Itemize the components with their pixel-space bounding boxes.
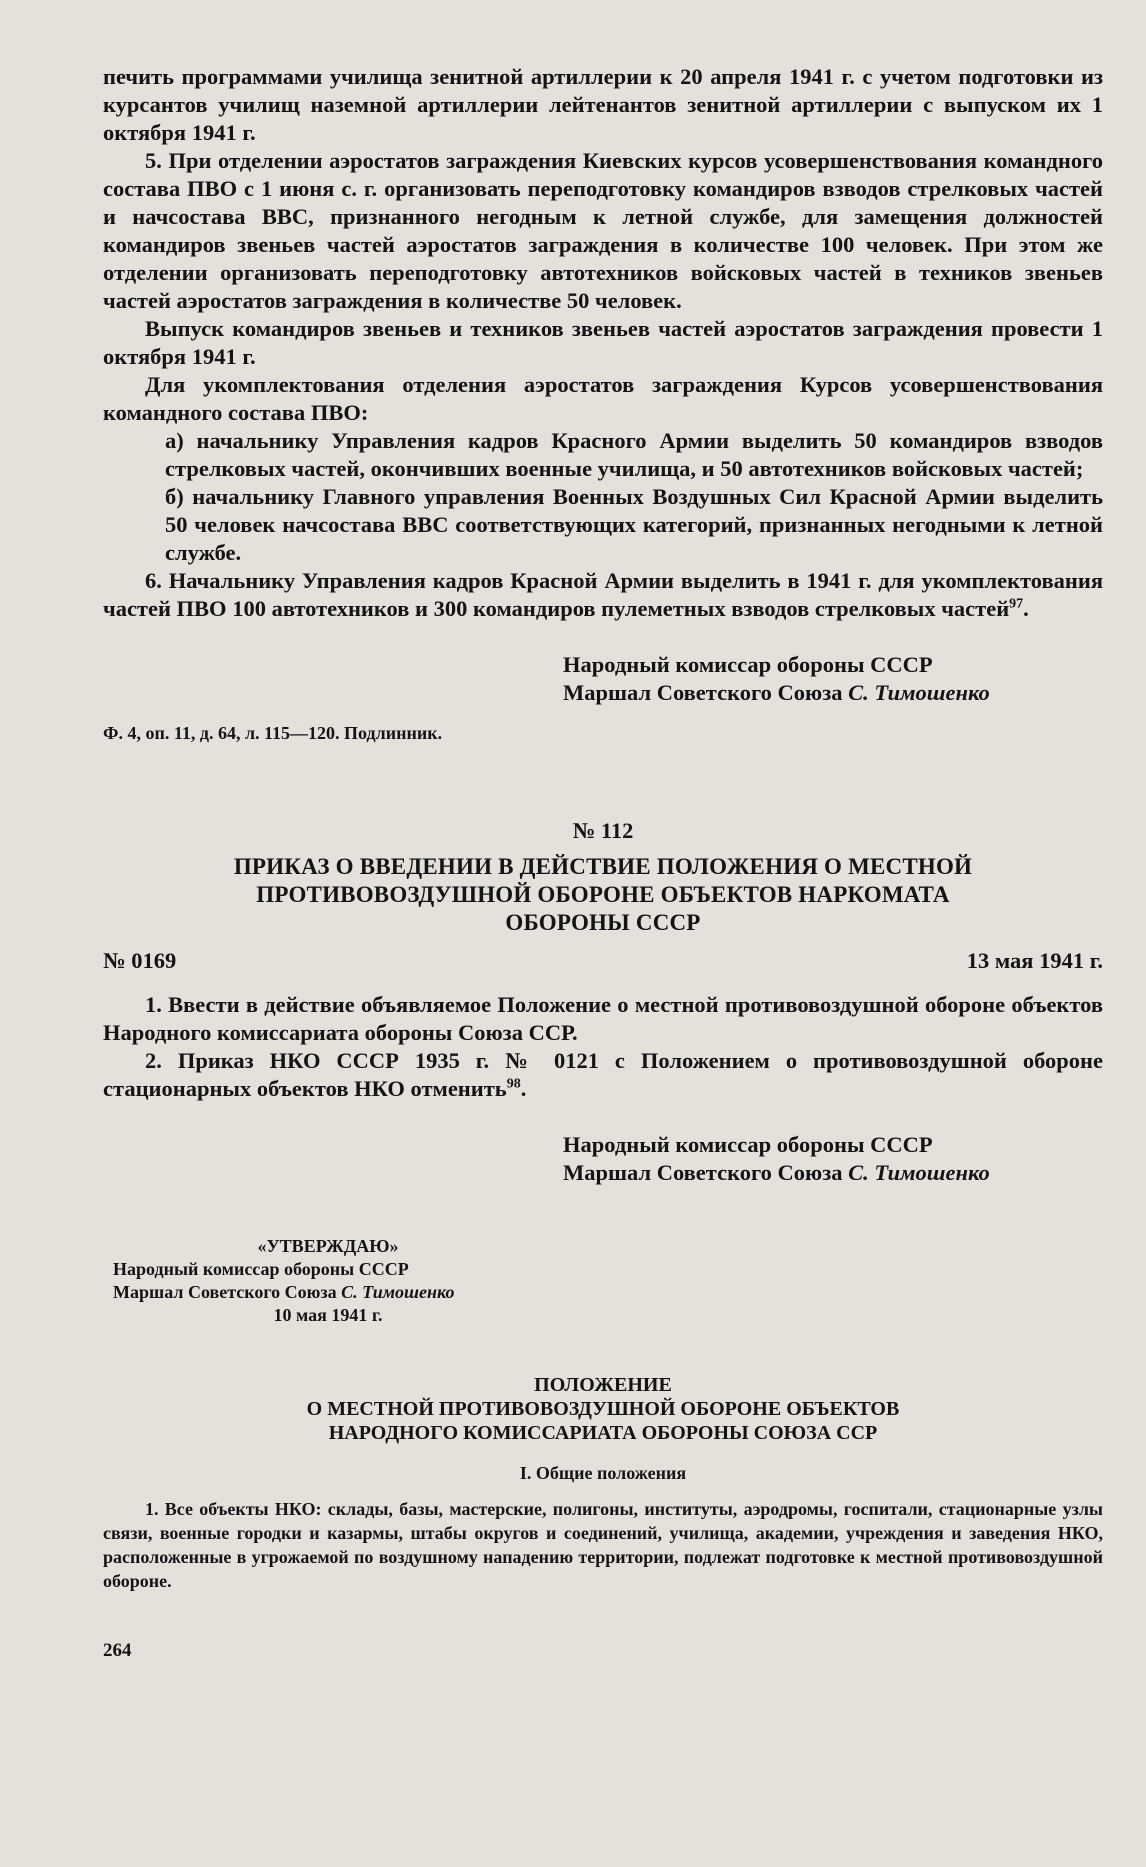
regulation-title xyxy=(103,1373,1103,1445)
archive-source: Ф. 4, оп. 11, д. 64, л. 115—120. Подлинник. xyxy=(103,723,443,743)
order-item-2-end: . xyxy=(520,1076,527,1101)
approval-name: С. Тимошенко xyxy=(341,1282,455,1302)
approval-rank: Маршал Советского Союза xyxy=(113,1282,342,1302)
section-heading: I. Общие положения xyxy=(519,1463,687,1483)
signature-block-2 xyxy=(563,1131,1103,1187)
order-number: № 0169 xyxy=(103,948,177,973)
approval-label: «УТВЕРЖДАЮ» xyxy=(257,1236,399,1256)
approval-date: 10 мая 1941 г. xyxy=(273,1305,383,1325)
paragraph-subitem-a: а) начальнику Управления кадров Красного Армии выделить 50 командиров взводов стрелковых частей, окончивших военные училища, и 50 автотехников войсковых частей; xyxy=(165,428,1103,481)
order-item-1: 1. Ввести в действие объявляемое Положение о местной противовоздушной обороне объектов Народного комиссариата обороны Союза ССР. xyxy=(103,992,1103,1045)
title-line-2: ПРОТИВОВОЗДУШНОЙ ОБОРОНЕ ОБЪЕКТОВ НАРКОМАТА xyxy=(256,882,950,907)
approval-stamp xyxy=(113,1235,543,1327)
signature-name: С. Тимошенко xyxy=(848,680,990,705)
order-date: 13 мая 1941 г. xyxy=(966,948,1103,973)
regulation-item-1: 1. Все объекты НКО: склады, базы, мастерские, полигоны, институты, аэродромы, госпитали, стационарные узлы связи, военные городки и казармы, штабы округов и соединений, училища, академии, учреждения и заведения НКО, расположенные в угрожаемой по воздушному нападению территории, подлежат подготовке к местной противовоздушной обороне. xyxy=(103,1499,1103,1591)
paragraph-subitem-b: б) начальнику Главного управления Военных Воздушных Сил Красной Армии выделить 50 человек начсостава ВВС соответствующих категорий, признанных негодными к летной службе. xyxy=(165,484,1103,565)
approval-name-line xyxy=(113,1281,543,1304)
regulation-title-2: О МЕСТНОЙ ПРОТИВОВОЗДУШНОЙ ОБОРОНЕ ОБЪЕКТОВ xyxy=(306,1398,900,1420)
title-line-3: ОБОРОНЫ СССР xyxy=(505,910,701,935)
paragraph-staffing: Для укомплектования отделения аэростатов заграждения Курсов усовершенствования командного состава ПВО: xyxy=(103,372,1103,425)
title-line-1: ПРИКАЗ О ВВЕДЕНИИ В ДЕЙСТВИЕ ПОЛОЖЕНИЯ О МЕСТНОЙ xyxy=(233,854,973,879)
paragraph-release: Выпуск командиров звеньев и техников звеньев частей аэростатов заграждения провести 1 октября 1941 г. xyxy=(103,316,1103,369)
regulation-title-3: НАРОДНОГО КОМИССАРИАТА ОБОРОНЫ СОЮЗА ССР xyxy=(328,1422,878,1444)
paragraph-item-5: 5. При отделении аэростатов заграждения Киевских курсов усовершенствования командного состава ПВО с 1 июня с. г. организовать переподготовку командиров взводов стрелковых частей и начсостава ВВС, признанного негодным к летной службе, для замещения должностей командиров звеньев частей аэростатов заграждения в количестве 100 человек. При этом же отделении организовать переподготовку автотехников войсковых частей в техников звеньев частей аэростатов заграждения в количестве 50 человек. xyxy=(103,148,1103,313)
page-body xyxy=(103,63,1103,1665)
footnote-mark-97: 97 xyxy=(1009,596,1024,612)
paragraph-continuation: печить программами училища зенитной артиллерии к 20 апреля 1941 г. с учетом подготовки из курсантов училищ наземной артиллерии лейтенантов зенитной артиллерии с выпуском их 1 октября 1941 г. xyxy=(103,64,1103,145)
signature-title: Народный комиссар обороны СССР xyxy=(563,1132,933,1157)
signature-title: Народный комиссар обороны СССР xyxy=(563,652,933,677)
order-item-2 xyxy=(103,1047,1103,1103)
order-number-date xyxy=(103,947,1103,975)
signature-name: С. Тимошенко xyxy=(848,1160,990,1185)
item-6-text: 6. Начальнику Управления кадров Красной Армии выделить в 1941 г. для укомплектования частей ПВО 100 автотехников и 300 командиров пулеметных взводов стрелковых частей xyxy=(103,568,1103,621)
page-number: 264 xyxy=(103,1640,132,1661)
order-item-2-text: 2. Приказ НКО СССР 1935 г. № 0121 с Положением о противовоздушной обороне стационарных объектов НКО отменить xyxy=(103,1048,1103,1101)
regulation-title-1: ПОЛОЖЕНИЕ xyxy=(534,1374,672,1396)
document-number: № 112 xyxy=(572,818,634,843)
item-6-end: . xyxy=(1023,596,1029,621)
footnote-mark-98: 98 xyxy=(506,1076,521,1092)
approval-title: Народный комиссар обороны СССР xyxy=(113,1259,409,1279)
signature-rank: Маршал Советского Союза xyxy=(563,1160,849,1185)
signature-name-line xyxy=(563,679,1103,707)
paragraph-item-6 xyxy=(103,567,1103,623)
signature-block-1 xyxy=(563,651,1103,707)
document-title xyxy=(103,853,1103,937)
signature-name-line xyxy=(563,1159,1103,1187)
signature-rank: Маршал Советского Союза xyxy=(563,680,849,705)
